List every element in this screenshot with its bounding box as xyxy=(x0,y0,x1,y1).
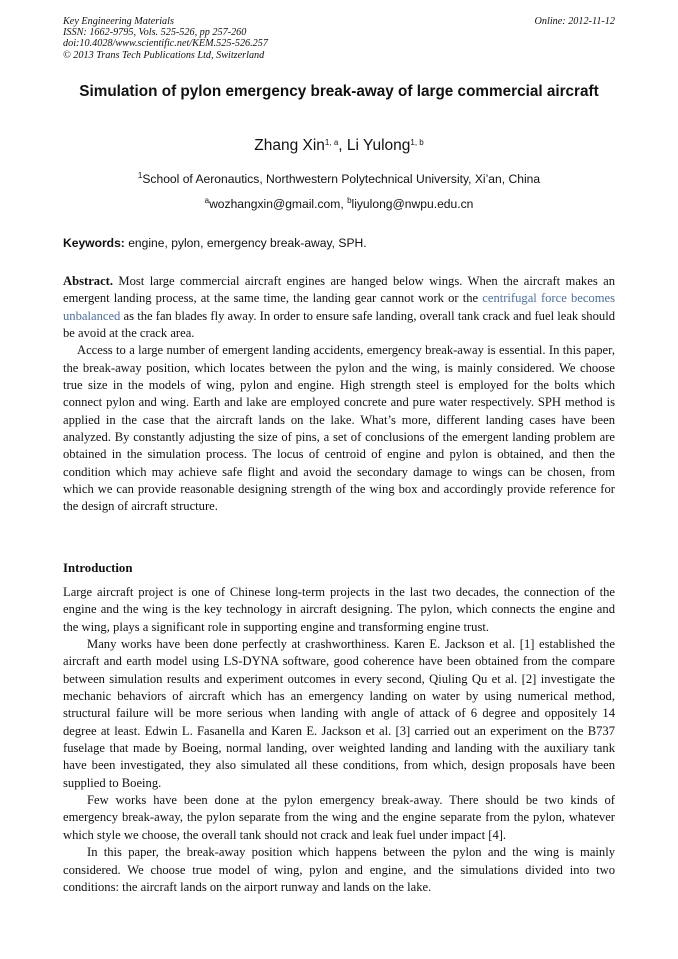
paper-title: Simulation of pylon emergency break-away of large commercial aircraft xyxy=(79,83,599,100)
abstract-label: Abstract. xyxy=(63,274,114,288)
affiliation-mark: 1 xyxy=(137,171,143,180)
email-mark: a xyxy=(204,196,210,205)
abstract-text: as the fan blades fly away. In order to ensure safe landing, overall tank crack and fuel leak should be avoid at the crack area. xyxy=(63,308,615,341)
email-address: wozhangxin@gmail.com xyxy=(209,197,341,211)
email-address: liyulong@nwpu.edu.cn xyxy=(351,197,474,211)
author-name: Zhang Xin xyxy=(254,137,325,154)
journal-header xyxy=(63,16,615,61)
issn-line: ISSN: 1662-9795, Vols. 525-526, pp 257-260 xyxy=(63,27,247,39)
abstract-text: Most large commercial aircraft engines are hanged below wings. When the aircraft makes an emergent landing process, at the same time, the landing gear cannot work or the xyxy=(63,274,615,306)
abstract-paragraph: Access to a large number of emergent landing accidents, emergency break-away is essential. In this paper, the break-away position, which locates between the pylon and the wing, is mainly considered. We choose true size in the models of wing, pylon and engine. High strength steel is employed for the bolts which connect pylon and wing. Earth and lake are employed concrete and pure water respectively. SPH method is applied in the case that the aircraft lands on the lake. What’s more, different landing cases have been analyzed. By constantly adjusting the size of pins, a set of conclusions of the emergent landing problem are obtained in the simulation process. The locus of centroid of engine and pylon is obtained, and then the condition which may achieve safe flight and avoid the secondary damage to wings can be chosen, from which we can provide reasonable designing strength of the wing box and accordingly provide reference for the design of aircraft structure. xyxy=(63,343,615,514)
email-mark: b xyxy=(347,196,352,205)
highlighted-text: centrifugal force becomes unbalanced xyxy=(63,291,616,323)
online-date: Online: 2012-11-12 xyxy=(534,16,615,27)
author-separator: , xyxy=(338,137,347,154)
keywords-label: Keywords: xyxy=(63,236,125,250)
section-heading: Introduction xyxy=(63,561,133,575)
keywords xyxy=(63,236,615,251)
body-paragraph: Many works have been done perfectly at crashworthiness. Karen E. Jackson et al. [1] established the aircraft and earth model using LS-DYNA software, good coherence have been obtained from the compare between simulation results and experiment outcomes in every second, Qiuling Qu et al. [2] investigate the mechanic behaviors of aircraft which has an emergency landing on water by using numerical method, structural failure will be more serious when landing with angle of attack of 6 degree and oppositely 14 degree at least. Edwin L. Fasanella and Karen E. Jackson et al. [3] carried out an experiment on the B737 fuselage that made by Boeing, normal landing, over weighted landing and landing with the auxiliary tank have been investigated, they also simulated all these conditions, from which, design proposals have been supplied to Boeing. xyxy=(63,637,615,790)
affiliation xyxy=(63,172,615,187)
abstract-section xyxy=(63,273,615,516)
author-affil-mark: 1, b xyxy=(410,138,424,147)
doi-line: doi:10.4028/www.scientific.net/KEM.525-526.257 xyxy=(63,38,268,50)
body-paragraph: Large aircraft project is one of Chinese long-term projects in the last two decades, the connection of the engine and the wing is the key technology in aircraft designing. The pylon, which connects the engine and the wing, plays a significant role in supporting engine and transforming engine trust. xyxy=(63,585,615,634)
copyright-line: © 2013 Trans Tech Publications Ltd, Switzerland xyxy=(63,49,265,61)
keywords-text: engine, pylon, emergency break-away, SPH. xyxy=(124,236,367,250)
affiliation-text: School of Aeronautics, Northwestern Polytechnical University, Xi’an, China xyxy=(142,172,541,186)
body-paragraph: In this paper, the break-away position which happens between the pylon and the wing is mainly considered. We choose true model of wing, pylon and engine, and the simulations divided into two conditions: the aircraft lands on the airport runway and lands on the lake. xyxy=(63,845,615,894)
introduction-section xyxy=(63,584,615,896)
email-line xyxy=(63,197,615,212)
author-line xyxy=(63,137,615,155)
journal-name: Key Engineering Materials xyxy=(63,16,174,27)
body-paragraph: Few works have been done at the pylon emergency break-away. There should be two kinds of emergency break-away, the pylon separate from the wing and the engine separate from the pylon, whatever which style we choose, the overall tank should not crack and leak fuel under impact [4]. xyxy=(63,793,615,842)
author-name: Li Yulong xyxy=(346,137,411,154)
email-separator: , xyxy=(340,197,348,211)
abstract-paragraph xyxy=(63,273,615,342)
author-affil-mark: 1, a xyxy=(324,138,339,147)
